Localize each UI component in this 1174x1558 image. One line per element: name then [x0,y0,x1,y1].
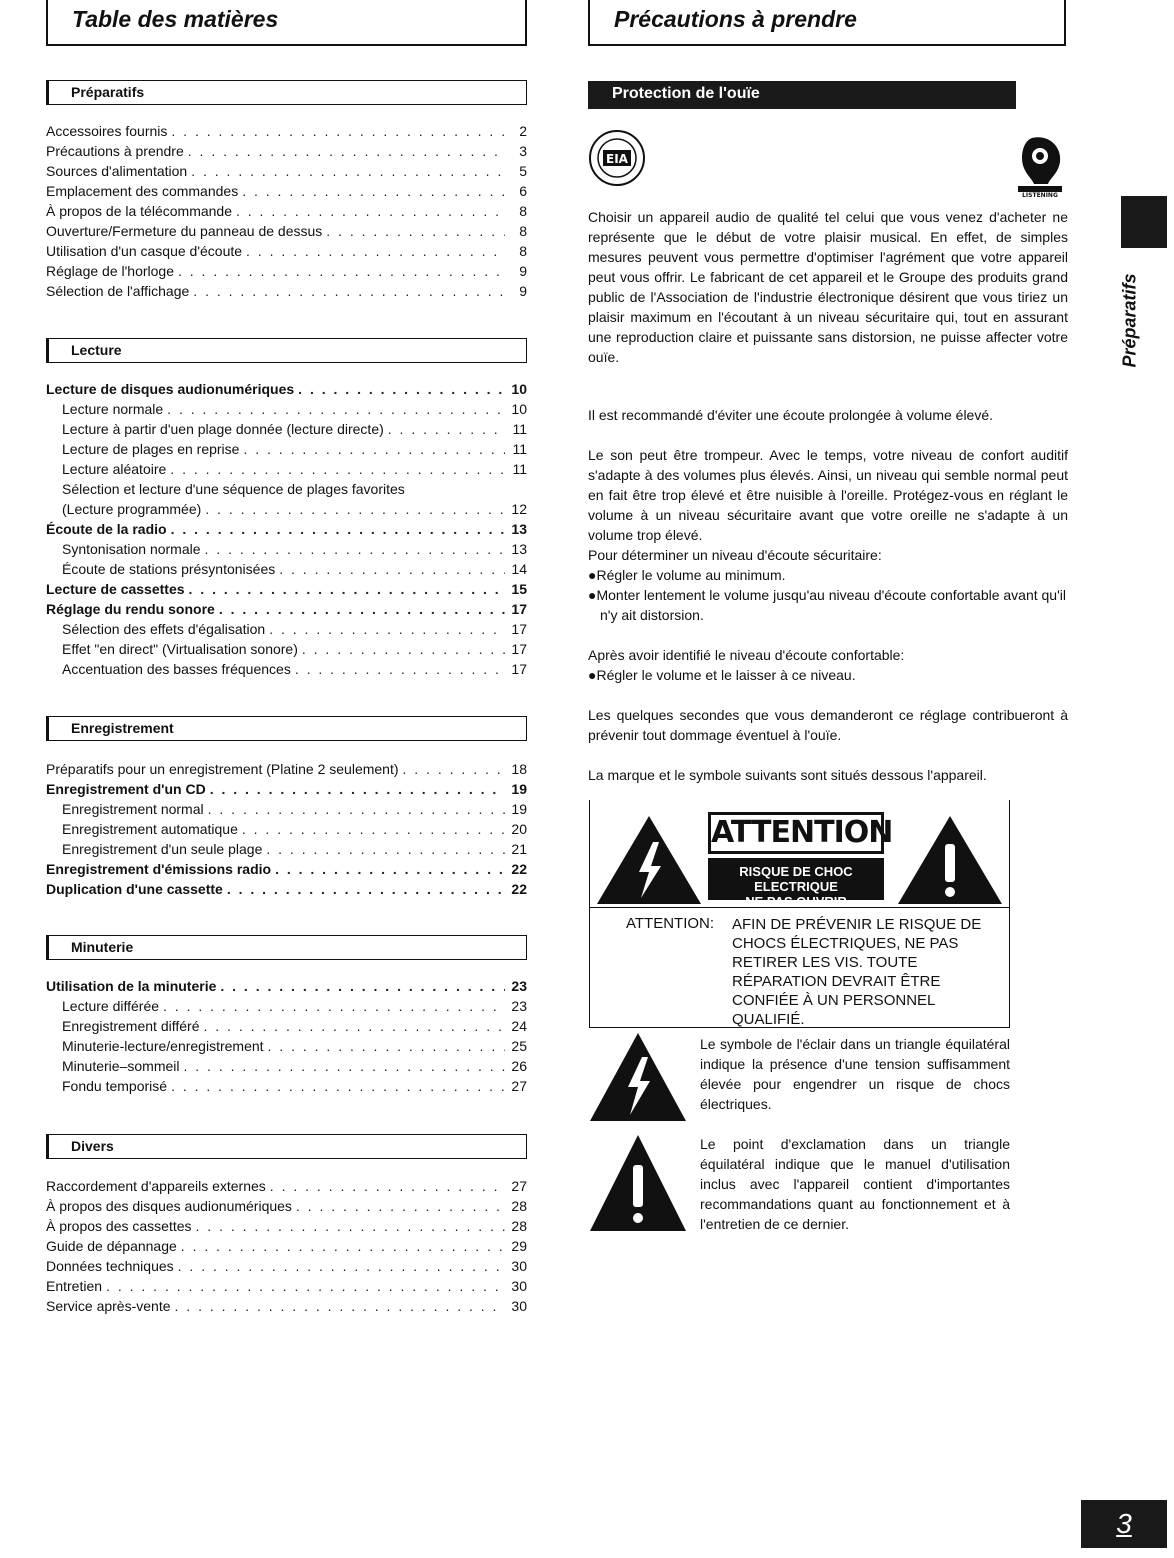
toc-entry [46,181,527,201]
toc-entry [46,161,527,181]
toc-entry-label: Enregistrement d'un seule plage [62,841,263,857]
toc-entry [46,241,527,261]
toc-leader-dots [208,799,505,819]
toc-entry-page: 5 [519,163,527,179]
exclamation-triangle-icon [896,814,1004,906]
toc-entry [46,121,527,141]
toc-leader-dots [270,1176,505,1196]
toc-entry-page: 23 [511,978,527,994]
toc-leader-dots [163,996,505,1016]
toc-entry-label: Sélection de l'affichage [46,283,190,299]
toc-entry-page: 11 [512,441,527,457]
toc-entry-page: 19 [511,801,527,817]
toc-leader-dots [181,1236,505,1256]
svg-text:LISTENING: LISTENING [1022,192,1058,198]
toc-leader-dots [326,221,505,241]
toc-entry [46,759,527,779]
toc-entry-page: 6 [519,183,527,199]
attention-title: ATTENTION [708,812,884,854]
toc-entry [46,879,527,899]
toc-leader-dots [242,181,505,201]
toc-entry [46,379,527,399]
bullet-keep-level: ●Régler le volume et le laisser à ce niveau. [588,667,856,683]
toc-entry [46,559,527,579]
toc-entry [46,1236,527,1256]
section-heading: Préparatifs [71,84,145,100]
toc-list-lecture [46,379,527,679]
toc-entry [46,201,527,221]
toc-entry [46,1216,527,1236]
toc-entry [46,1296,527,1316]
attention-label: ATTENTION: [626,915,715,932]
section-heading: Enregistrement [71,720,174,736]
attention-text: AFIN DE PRÉVENIR LE RISQUE DE CHOCS ÉLECTRIQUES, NE PAS RETIRER LES VIS. TOUTE RÉPARATION DEVRAIT ÊTRE CONFIÉE À UN PERSONNEL QUALIFIÉ. [732,916,982,1028]
toc-leader-dots [242,819,505,839]
toc-entry-label: Ouverture/Fermeture du panneau de dessus [46,223,323,239]
toc-entry [46,799,527,819]
toc-entry-label: Lecture de disques audionumériques [46,381,295,397]
toc-entry-label: Lecture de plages en reprise [62,441,240,457]
toc-entry-page: 30 [511,1258,527,1274]
exclamation-symbol-icon [588,1133,688,1233]
toc-entry [46,619,527,639]
toc-entry-label: Fondu temporisé [62,1078,168,1094]
toc-entry-label: À propos des cassettes [46,1218,192,1234]
toc-leader-dots [203,1016,505,1036]
toc-entry-label: Lecture à partir d'uen plage donnée (lecture directe) [62,421,384,437]
toc-leader-dots [196,1216,505,1236]
lightning-triangle-icon [595,814,703,906]
toc-section-divers [46,1134,527,1159]
bullet-volume-up: ●Monter lentement le volume jusqu'au niveau d'écoute confortable avant qu'il n'y ait distorsion. [588,587,1066,623]
toc-entry-page: 28 [511,1198,527,1214]
toc-entry-page: 22 [511,861,527,877]
toc-leader-dots [279,559,505,579]
toc-entry-page: 30 [511,1298,527,1314]
bullet-volume-min: ●Régler le volume au minimum. [588,567,786,583]
toc-entry [46,779,527,799]
attention-subtitle-line1: RISQUE DE CHOC ELECTRIQUE [739,864,853,894]
paragraph-sound: Le son peut être trompeur. Avec le temps, votre niveau de confort auditif s'adapte à des volumes plus élevés. Ainsi, un niveau qui semble normal peut en fait être trop élevé et être nuisible à l'oreille. Protégez-vous en réglant le volume à un niveau sécuritaire avant que votre oreille ne s'adapte à un volume trop élevé. [588,447,1068,543]
toc-entry-label: Préparatifs pour un enregistrement (Platine 2 seulement) [46,761,399,777]
toc-leader-dots [227,879,505,899]
toc-entry-page: 23 [511,998,527,1014]
toc-entry-page: 11 [512,461,527,477]
toc-entry-label: Accentuation des basses fréquences [62,661,291,677]
toc-leader-dots [189,579,505,599]
toc-entry-label: Syntonisation normale [62,541,201,557]
toc-entry-page: 13 [511,521,527,537]
toc-entry [46,1036,527,1056]
toc-leader-dots [295,659,505,679]
toc-entry-page: 17 [511,601,527,617]
exclamation-description: Le point d'exclamation dans un triangle équilatéral indique que le manuel d'utilisation inclus avec l'appareil contient d'importantes recommandations quant au fonctionnement et à l'entretien de ce dernier. [700,1136,1010,1232]
toc-entry-label: Enregistrement normal [62,801,204,817]
paragraph-recommendation: Il est recommandé d'éviter une écoute prolongée à volume élevé. [588,407,994,423]
toc-leader-dots [275,859,505,879]
toc-entry-label: Service après-vente [46,1298,171,1314]
toc-entry-label: Précautions à prendre [46,143,184,159]
toc-entry-label: Emplacement des commandes [46,183,239,199]
toc-entry-page: 2 [519,123,527,139]
toc-entry-page: 25 [511,1038,527,1054]
toc-entry [46,539,527,559]
toc-entry [46,1016,527,1036]
toc-entry-label: Enregistrement automatique [62,821,238,837]
toc-entry-page: 8 [519,203,527,219]
toc-entry-label: Lecture aléatoire [62,461,167,477]
toc-list-enregistrement [46,759,527,899]
paragraph-after: Après avoir identifié le niveau d'écoute confortable: [588,647,905,663]
toc-entry-page: 9 [519,263,527,279]
toc-leader-dots [106,1276,505,1296]
toc-entry-label: Lecture différée [62,998,160,1014]
toc-leader-dots [210,779,505,799]
toc-entry-page: 10 [511,401,527,417]
paragraph-intro: Choisir un appareil audio de qualité tel celui que vous venez d'acheter ne représente que le début de votre plaisir musical. En effet, de simples mesures peuvent vous permettre d'optimiser l'agrément que votre appareil peut vous offrir. Le fabricant de cet appareil et le Groupe des produits grand public de l'Association de l'industrie électronique désirent que vous tiriez un plaisir maximum en l'écoutant à un niveau sécuritaire qui, tout en assurant une reproduction claire et puissante sans distorsion, ne puisse affecter votre ouïe. [588,209,1068,365]
toc-section-enregistrement [46,716,527,741]
precautions-title-box [588,0,1066,46]
toc-entry-page: 17 [511,621,527,637]
toc-entry-page: 20 [511,821,527,837]
toc-entry-label: Réglage de l'horloge [46,263,174,279]
toc-leader-dots [268,1036,505,1056]
lightning-description: Le symbole de l'éclair dans un triangle équilatéral indique la présence d'une tension suffisamment élevée pour engendrer un risque de chocs électriques. [700,1036,1010,1112]
lightning-symbol-icon [588,1031,688,1123]
toc-section-preparatifs [46,80,527,105]
toc-entry-label: Sources d'alimentation [46,163,188,179]
toc-entry-label: Données techniques [46,1258,174,1274]
toc-leader-dots [298,379,505,399]
toc-entry-label: Écoute de stations présyntonisées [62,561,276,577]
toc-leader-dots [175,1296,505,1316]
toc-entry [46,839,527,859]
toc-entry-page: 12 [511,501,527,517]
toc-entry [46,599,527,619]
page-number [1081,1500,1167,1548]
section-heading: Lecture [71,342,122,358]
toc-entry-page: 26 [511,1058,527,1074]
warning-divider [590,907,1009,908]
toc-leader-dots [170,459,505,479]
toc-entry-label: Duplication d'une cassette [46,881,223,897]
precautions-title: Précautions à prendre [614,6,857,32]
toc-entry-label: Réglage du rendu sonore [46,601,215,617]
toc-leader-dots [246,241,505,261]
toc-entry-page: 17 [511,661,527,677]
toc-entry-page: 8 [519,243,527,259]
toc-entry-page: 19 [511,781,527,797]
toc-entry [46,479,527,499]
toc-leader-dots [269,619,505,639]
toc-entry-page: 17 [511,641,527,657]
toc-entry-page: 18 [511,761,527,777]
toc-leader-dots [220,976,505,996]
toc-entry-label: Enregistrement d'émissions radio [46,861,272,877]
toc-entry [46,659,527,679]
toc-section-lecture [46,338,527,363]
toc-entry-page: 22 [511,881,527,897]
toc-entry [46,221,527,241]
toc-entry-label: Sélection des effets d'égalisation [62,621,266,637]
toc-entry-label: Raccordement d'appareils externes [46,1178,266,1194]
toc-entry [46,141,527,161]
toc-entry-page: 8 [519,223,527,239]
toc-list-divers [46,1176,527,1316]
toc-entry-label: Écoute de la radio [46,521,167,537]
attention-subtitle [708,858,884,909]
svg-text:EIA: EIA [606,152,628,166]
toc-entry-label: Lecture normale [62,401,164,417]
toc-entry [46,499,527,519]
toc-leader-dots [243,439,505,459]
toc-entry [46,819,527,839]
toc-entry [46,439,527,459]
toc-entry-page: 28 [511,1218,527,1234]
toc-entry [46,1176,527,1196]
toc-leader-dots [178,261,505,281]
toc-entry [46,281,527,301]
toc-entry-label: Enregistrement d'un CD [46,781,206,797]
toc-entry [46,639,527,659]
toc-entry-label: (Lecture programmée) [62,501,202,517]
toc-entry [46,1056,527,1076]
toc-entry-label: À propos de la télécommande [46,203,232,219]
toc-leader-dots [205,499,505,519]
toc-section-minuterie [46,935,527,960]
toc-entry-page: 13 [511,541,527,557]
toc-entry-page: 9 [519,283,527,299]
toc-leader-dots [191,161,505,181]
toc-entry-label: À propos des disques audionumériques [46,1198,292,1214]
toc-entry-label: Effet "en direct" (Virtualisation sonore) [62,641,298,657]
toc-entry-label: Enregistrement différé [62,1018,200,1034]
toc-entry [46,996,527,1016]
toc-leader-dots [171,121,505,141]
section-heading: Divers [71,1138,114,1154]
toc-entry-page: 27 [511,1178,527,1194]
toc-list-minuterie [46,976,527,1096]
toc-entry-label: Minuterie-lecture/enregistrement [62,1038,264,1054]
attention-subtitle-line2: NE PAS OUVRIR [745,894,847,909]
toc-entry [46,1256,527,1276]
toc-entry [46,579,527,599]
toc-entry [46,399,527,419]
toc-leader-dots [236,201,505,221]
toc-leader-dots [171,1076,505,1096]
toc-entry-page: 14 [511,561,527,577]
toc-leader-dots [403,759,505,779]
toc-entry-label: Sélection et lecture d'une séquence de plages favorites [62,481,405,497]
toc-leader-dots [167,399,505,419]
toc-title-box [46,0,527,46]
toc-entry-page: 3 [519,143,527,159]
toc-leader-dots [205,539,505,559]
toc-entry-label: Utilisation de la minuterie [46,978,217,994]
toc-entry-label: Entretien [46,1278,103,1294]
warning-label [589,800,1010,1028]
toc-entry-label: Utilisation d'un casque d'écoute [46,243,243,259]
toc-entry [46,859,527,879]
toc-entry [46,1276,527,1296]
paragraph-mark: La marque et le symbole suivants sont situés dessous l'appareil. [588,767,987,783]
toc-entry-page: 10 [511,381,527,397]
toc-entry-page: 11 [512,421,527,437]
section-heading: Minuterie [71,939,134,955]
toc-entry-label: Guide de dépannage [46,1238,177,1254]
toc-entry [46,1076,527,1096]
toc-title: Table des matières [72,6,279,32]
toc-entry-page: 30 [511,1278,527,1294]
toc-leader-dots [178,1256,505,1276]
toc-leader-dots [302,639,505,659]
toc-leader-dots [296,1196,505,1216]
toc-entry-page: 21 [511,841,527,857]
toc-entry [46,459,527,479]
paragraph-determine: Pour déterminer un niveau d'écoute sécuritaire: [588,547,882,563]
toc-entry [46,519,527,539]
section-side-label: Préparatifs [1119,273,1140,368]
toc-entry-page: 29 [511,1238,527,1254]
toc-leader-dots [388,419,505,439]
toc-leader-dots [219,599,505,619]
toc-entry-page: 15 [511,581,527,597]
toc-leader-dots [193,281,505,301]
page-number-text: 3 [1116,1508,1132,1539]
toc-leader-dots [183,1056,505,1076]
banner-text: Protection de l'ouïe [612,85,760,102]
toc-entry [46,261,527,281]
toc-entry [46,976,527,996]
toc-entry-page: 27 [511,1078,527,1094]
hearing-protection-banner [588,81,1016,109]
toc-leader-dots [266,839,505,859]
section-tab-marker [1121,196,1167,248]
toc-entry-label: Accessoires fournis [46,123,168,139]
paragraph-seconds: Les quelques secondes que vous demanderont ce réglage contribueront à prévenir tout dommage éventuel à l'ouïe. [588,707,1068,743]
toc-entry [46,419,527,439]
toc-leader-dots [171,519,505,539]
toc-leader-dots [188,141,505,161]
toc-entry-label: Minuterie–sommeil [62,1058,180,1074]
toc-entry-label: Lecture de cassettes [46,581,185,597]
toc-entry-page: 24 [511,1018,527,1034]
listening-logo [1012,132,1070,198]
toc-entry [46,1196,527,1216]
eia-logo [588,122,646,194]
toc-list-preparatifs [46,121,527,301]
